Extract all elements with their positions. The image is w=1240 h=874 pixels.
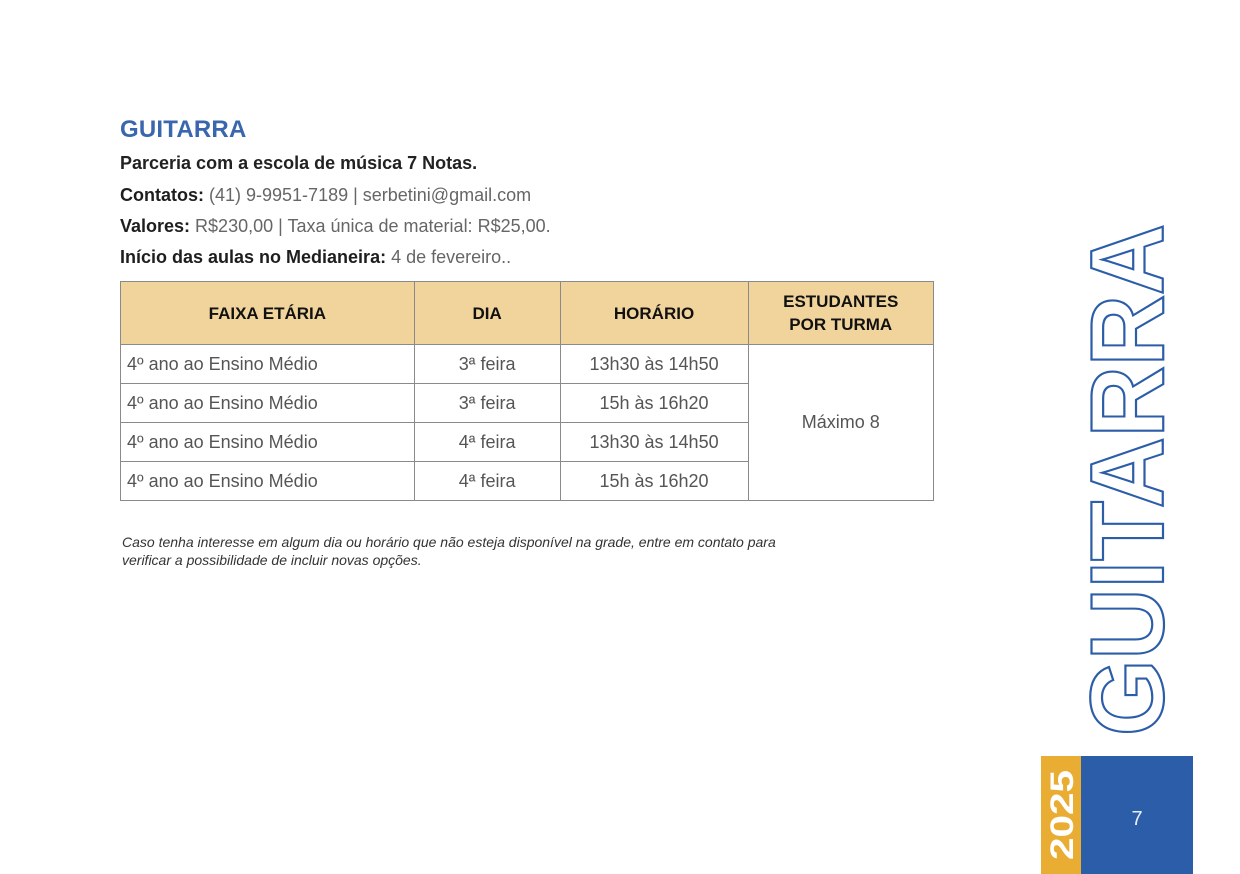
contacts-value: (41) 9-9951-7189 | serbetini@gmail.com — [204, 185, 532, 205]
cell-day: 4ª feira — [414, 462, 560, 501]
year-band — [1041, 756, 1081, 874]
prices-line — [120, 216, 551, 237]
start-label: Início das aulas no Medianeira: — [120, 247, 387, 267]
cell-age: 4º ano ao Ensino Médio — [121, 462, 415, 501]
header-day: DIA — [414, 282, 560, 345]
table-header-row — [121, 282, 934, 345]
cell-students: Máximo 8 — [748, 345, 934, 501]
start-line — [120, 247, 511, 268]
page-number: 7 — [1131, 808, 1143, 830]
cell-day: 3ª feira — [414, 384, 560, 423]
side-title-text: GUITARRA — [1070, 194, 1186, 736]
availability-note: Caso tenha interesse em algum dia ou horário que não esteja disponível na grade, entre em contato para verificar a possibilidade de incluir novas opções. — [122, 534, 776, 568]
cell-age: 4º ano ao Ensino Médio — [121, 345, 415, 384]
start-value: 4 de fevereiro.. — [386, 247, 512, 267]
cell-day: 4ª feira — [414, 423, 560, 462]
contacts-line — [120, 185, 531, 206]
header-time: HORÁRIO — [560, 282, 748, 345]
cell-age: 4º ano ao Ensino Médio — [121, 384, 415, 423]
cell-day: 3ª feira — [414, 345, 560, 384]
cell-time: 13h30 às 14h50 — [560, 423, 748, 462]
prices-value: R$230,00 | Taxa única de material: R$25,00. — [190, 216, 551, 236]
year-label — [1041, 756, 1081, 874]
year-text: 2025 — [1044, 788, 1080, 860]
cell-age: 4º ano ao Ensino Médio — [121, 423, 415, 462]
header-age: FAIXA ETÁRIA — [121, 282, 415, 345]
header-students — [748, 282, 934, 345]
cell-time: 15h às 16h20 — [560, 384, 748, 423]
page-number-band — [1081, 756, 1193, 874]
header-students-text: ESTUDANTES POR TURMA — [783, 292, 899, 334]
cell-time: 15h às 16h20 — [560, 462, 748, 501]
contacts-label: Contatos: — [120, 185, 204, 205]
prices-label: Valores: — [120, 216, 191, 236]
side-title — [1070, 194, 1186, 736]
cell-time: 13h30 às 14h50 — [560, 345, 748, 384]
table-row — [121, 345, 934, 384]
schedule-table — [120, 281, 934, 501]
partner-line: Parceria com a escola de música 7 Notas. — [120, 153, 478, 173]
page-title: GUITARRA — [120, 116, 247, 143]
